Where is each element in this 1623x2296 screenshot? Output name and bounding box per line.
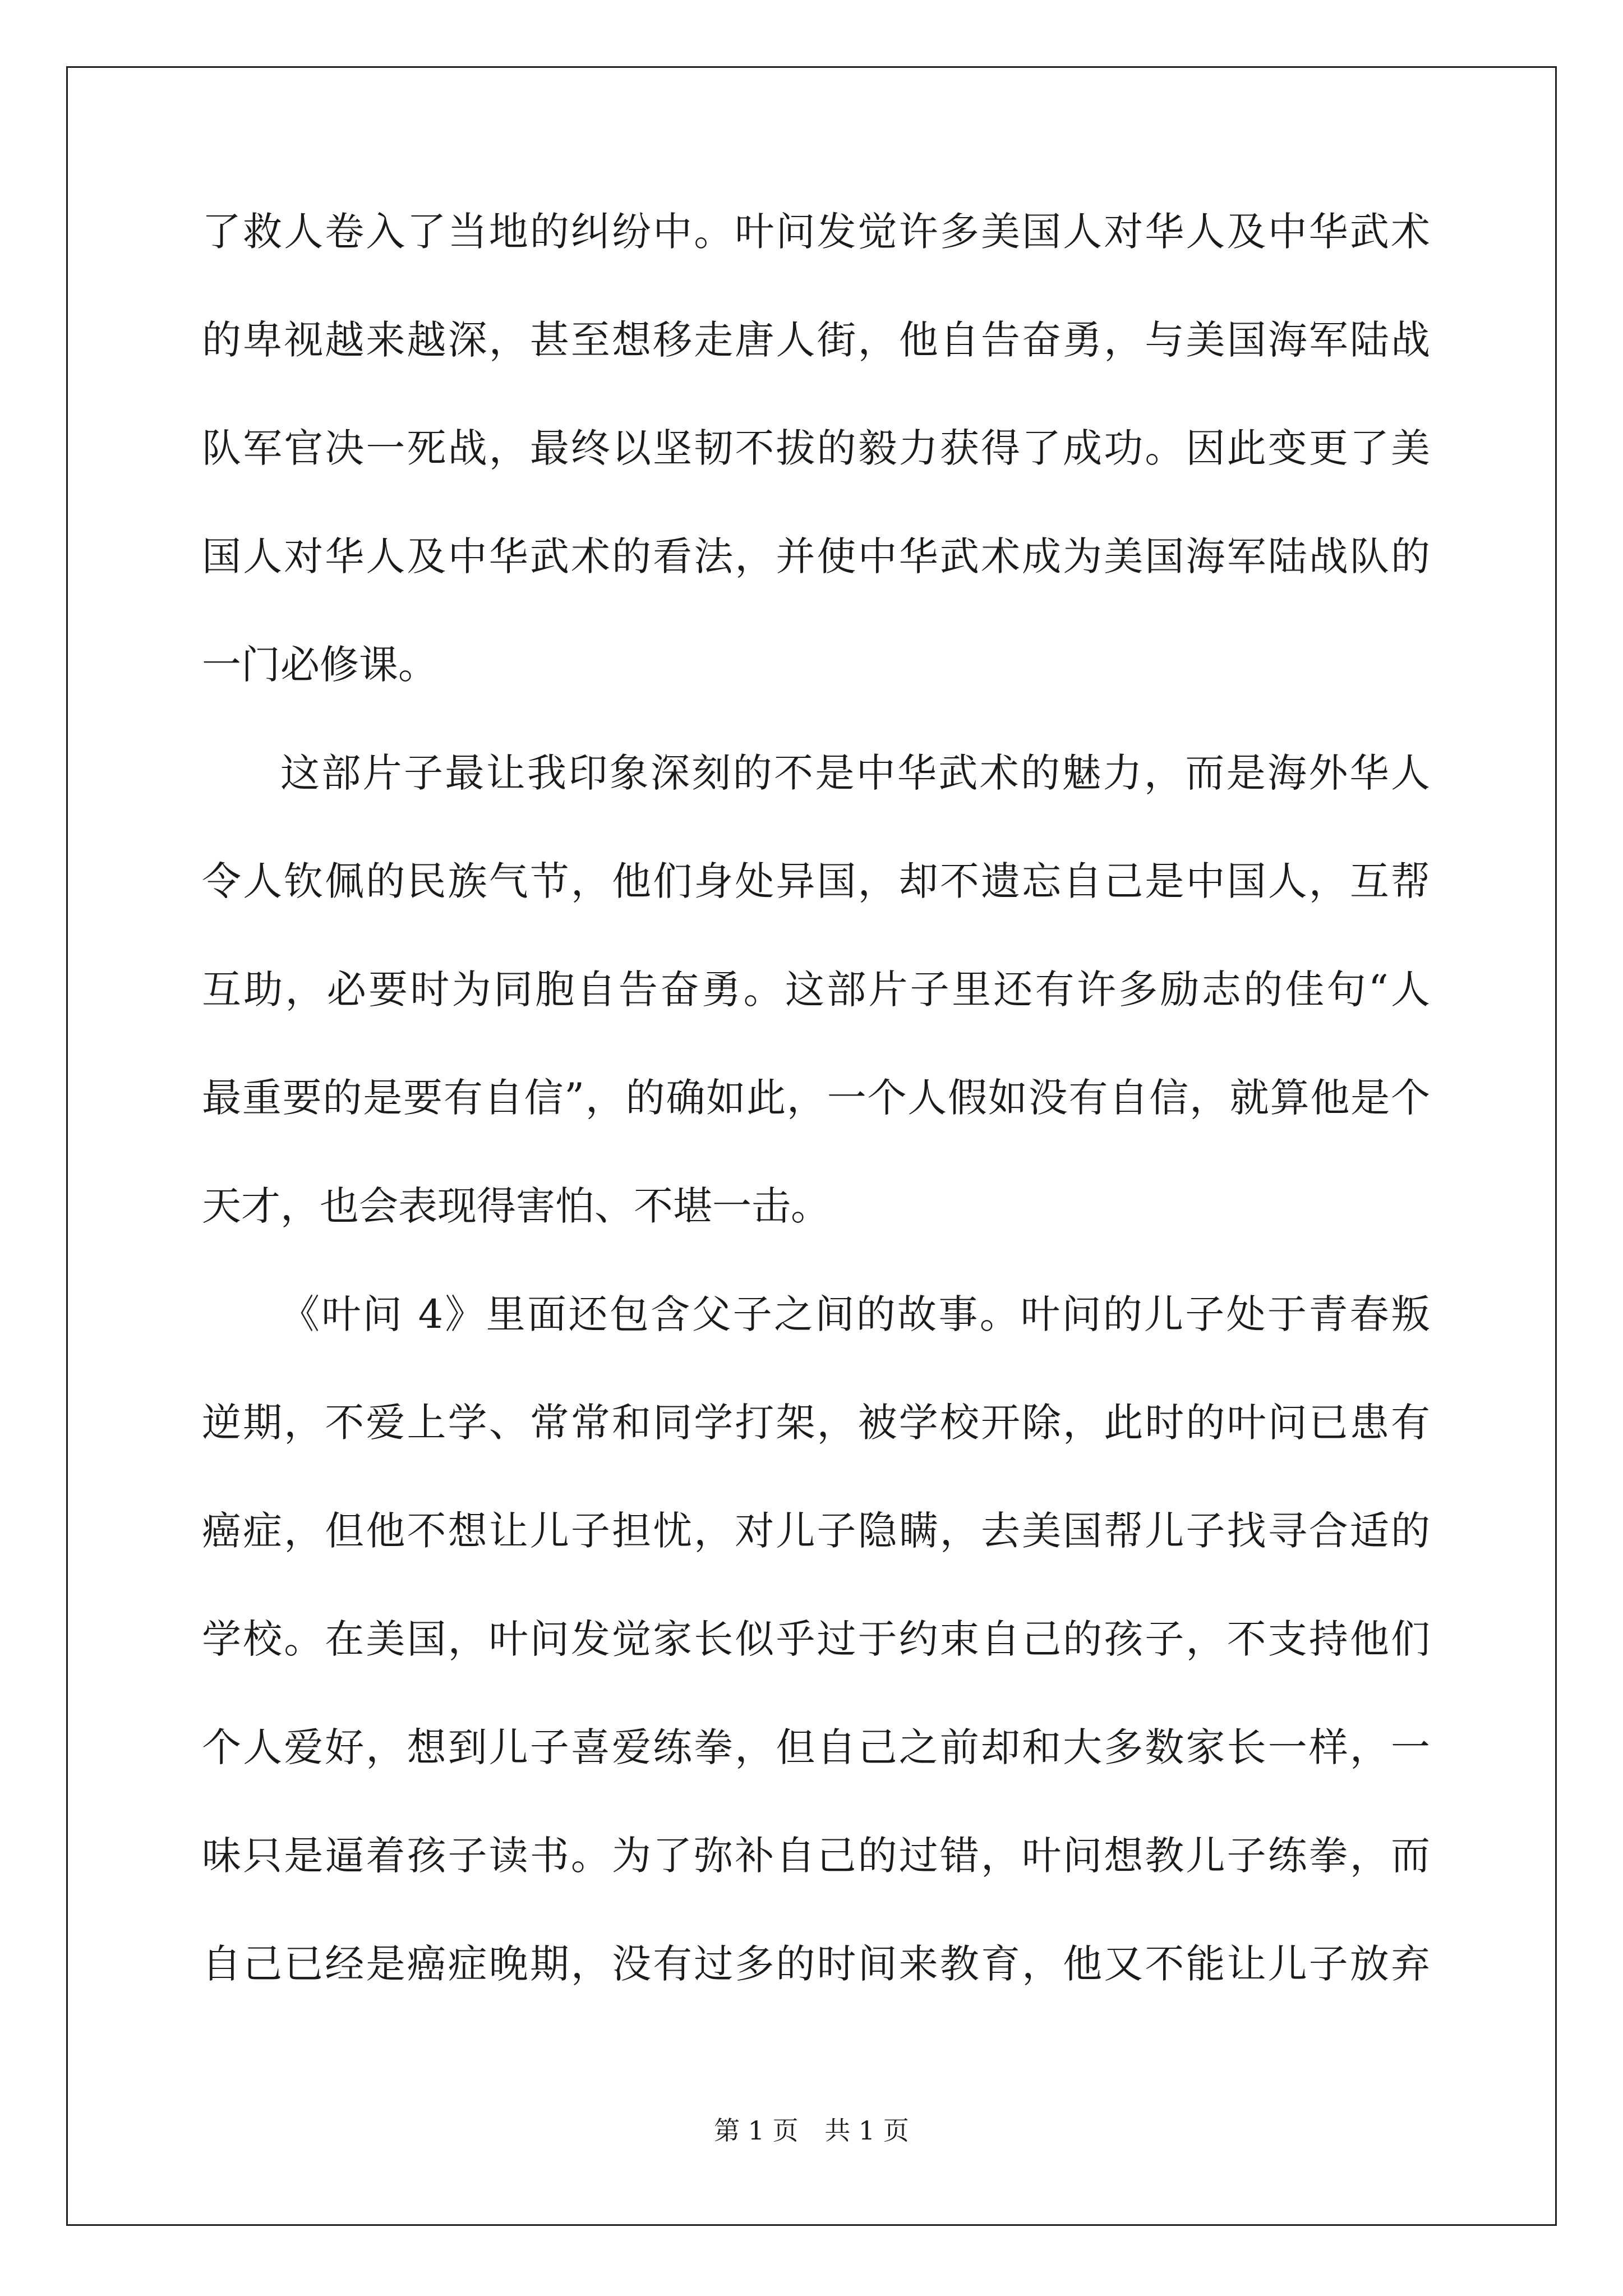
text-line: 国人对华人及中华武术的看法，并使中华武术成为美国海军陆战队的 xyxy=(202,533,1430,579)
text-line: 队军官决一死战，最终以坚韧不拔的毅力获得了成功。因此变更了美 xyxy=(202,425,1430,471)
text-line: 学校。在美国，叶问发觉家长似乎过于约束自己的孩子，不支持他们 xyxy=(202,1616,1430,1662)
text-line: 自己已经是癌症晚期，没有过多的时间来教育，他又不能让儿子放弃 xyxy=(202,1941,1430,1987)
text-line: 的卑视越来越深，甚至想移走唐人街，他自告奋勇，与美国海军陆战 xyxy=(202,317,1430,363)
page-number: 第 1 页 xyxy=(714,2115,799,2146)
text-line: 癌症，但他不想让儿子担忧，对儿子隐瞒，去美国帮儿子找寻合适的 xyxy=(202,1508,1430,1554)
text-line: 《叶问 4》里面还包含父子之间的故事。叶问的儿子处于青春叛 xyxy=(280,1291,1430,1337)
text-line: 一门必修课。 xyxy=(202,642,437,688)
text-line: 天才，也会表现得害怕、不堪一击。 xyxy=(202,1183,830,1229)
text-line: 这部片子最让我印象深刻的不是中华武术的魅力，而是海外华人 xyxy=(280,750,1430,796)
document-body xyxy=(202,209,1430,2053)
page-total: 共 1 页 xyxy=(824,2115,909,2146)
text-line: 了救人卷入了当地的纠纷中。叶问发觉许多美国人对华人及中华武术 xyxy=(202,209,1430,255)
page-footer xyxy=(0,2110,1623,2147)
text-line: 味只是逼着孩子读书。为了弥补自己的过错，叶问想教儿子练拳，而 xyxy=(202,1833,1430,1879)
text-line: 逆期，不爱上学、常常和同学打架，被学校开除，此时的叶问已患有 xyxy=(202,1400,1430,1446)
text-line: 令人钦佩的民族气节，他们身处异国，却不遗忘自己是中国人，互帮 xyxy=(202,858,1430,904)
text-line: 最重要的是要有自信”，的确如此，一个人假如没有自信，就算他是个 xyxy=(202,1075,1430,1121)
text-line: 个人爱好，想到儿子喜爱练拳，但自己之前却和大多数家长一样，一 xyxy=(202,1724,1430,1770)
text-line: 互助，必要时为同胞自告奋勇。这部片子里还有许多励志的佳句“人 xyxy=(202,967,1430,1013)
